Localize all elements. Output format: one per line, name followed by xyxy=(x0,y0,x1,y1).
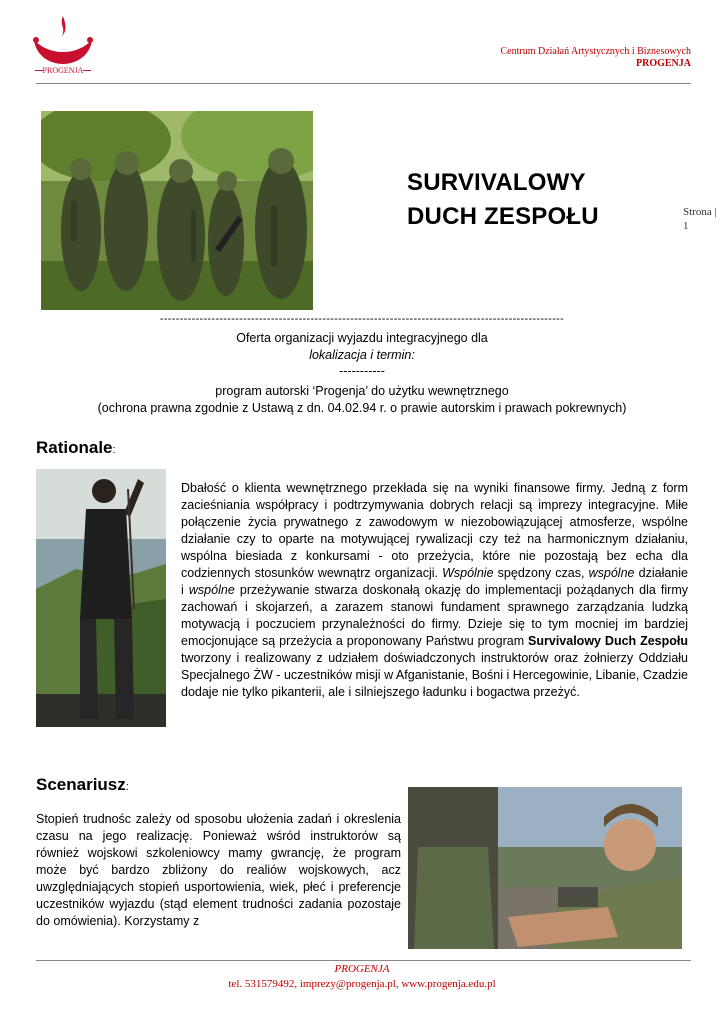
participants-training-photo xyxy=(408,787,682,949)
logo-wordmark: PROGENJA xyxy=(42,66,84,75)
rationale-heading: Rationale: xyxy=(36,438,116,457)
program-line: program autorski ‘Progenja’ do użytku wewnętrznego xyxy=(215,384,509,398)
title-line-2: DUCH ZESPOŁU xyxy=(407,203,599,230)
document-title xyxy=(407,166,607,234)
rationale-paragraph: Dbałość o klienta wewnętrznego przekłada się na wyniki finansowe firmy. Jedną z form zacieśniania współpracy i podtrzymywania dobrych relacji są imprezy integracyjne. Miłe połączenie życia prywatnego z zawodowym w niezobowiązującej atmosferze, wspólne działanie czy to oparte na motywującej rywalizacji czy też na harmonicznym działaniu, wspólna biesiada z konkursami - oto przeżycia, które nie pozostają bez echa dla codziennych stosunków wewnątrz organizacji. Wspólnie spędzony czas, wspólne działanie i wspólne przeżywanie stwarza doskonałą okazję do implementacji pożądanych dla firmy zachowań i skojarzeń, a zarazem stanowi fundament sprawnego zarządzania ludzką motywacją i poczuciem przynależności do firmy. Dzieje się to tym mocniej im bardziej emocjonujące są przeżycia a proponowany Państwu program Survivalowy Duch Zespołu tworzony i realizowany z udziałem doświadczonych instruktorów oraz żołnierzy Oddziału Specjalnego ŻW - uczestników misji w Afganistanie, Bośni i Hercegowinie, Libanie, Czadzie dodaje nie tylko pikanterii, ale i silniejszego ładunku i bogactwa przeżyć. xyxy=(181,481,688,699)
footer-brand: PROGENJA xyxy=(334,963,390,975)
offer-line: Oferta organizacji wyjazdu integracyjnego dla xyxy=(236,331,488,345)
instructor-with-rope-photo xyxy=(36,469,166,727)
copyright-line: (ochrona prawna zgodnie z Ustawą z dn. 04.02.94 r. o prawie autorskim i prawach pokrewnych) xyxy=(97,401,627,415)
footer-contact: tel. 531579492, imprezy@progenja.pl, www.progenja.edu.pl xyxy=(228,978,496,990)
location-date-line: lokalizacja i termin: xyxy=(309,348,415,362)
dashed-separator: ------------------------------------------------------------------------------------------------------ xyxy=(159,313,565,325)
short-dashes: ----------- xyxy=(339,364,385,378)
page-number-note xyxy=(683,205,717,233)
soldiers-camouflage-photo xyxy=(41,111,313,310)
page-label: Strona | xyxy=(683,206,717,218)
scenario-paragraph: Stopień trudnośc zależy od sposobu ułożenia zadań i okreslenia czasu na jego realizację. Ponieważ wśród instruktorów są również wojskowi szkoleniowcy mamy gwrancję, że program może być bardzo zbliżony do realiów wojskowych, acz uwzględniających stopień usportowienia, wiek, płeć i preferencje uczestników wyjazdu (stąd element trudności zadania pozostaje do omówienia). Korzystamy z xyxy=(36,812,401,928)
page-number: 1 xyxy=(683,220,689,232)
scenario-heading: Scenariusz: xyxy=(36,775,129,794)
header-divider xyxy=(36,83,691,84)
title-line-1: SURVIVALOWY xyxy=(407,169,586,196)
progenja-logo xyxy=(28,10,98,80)
header-brand: PROGENJA xyxy=(636,58,691,69)
header-company-name: Centrum Działań Artystycznych i Biznesowych xyxy=(500,46,691,57)
footer-divider xyxy=(36,960,691,961)
